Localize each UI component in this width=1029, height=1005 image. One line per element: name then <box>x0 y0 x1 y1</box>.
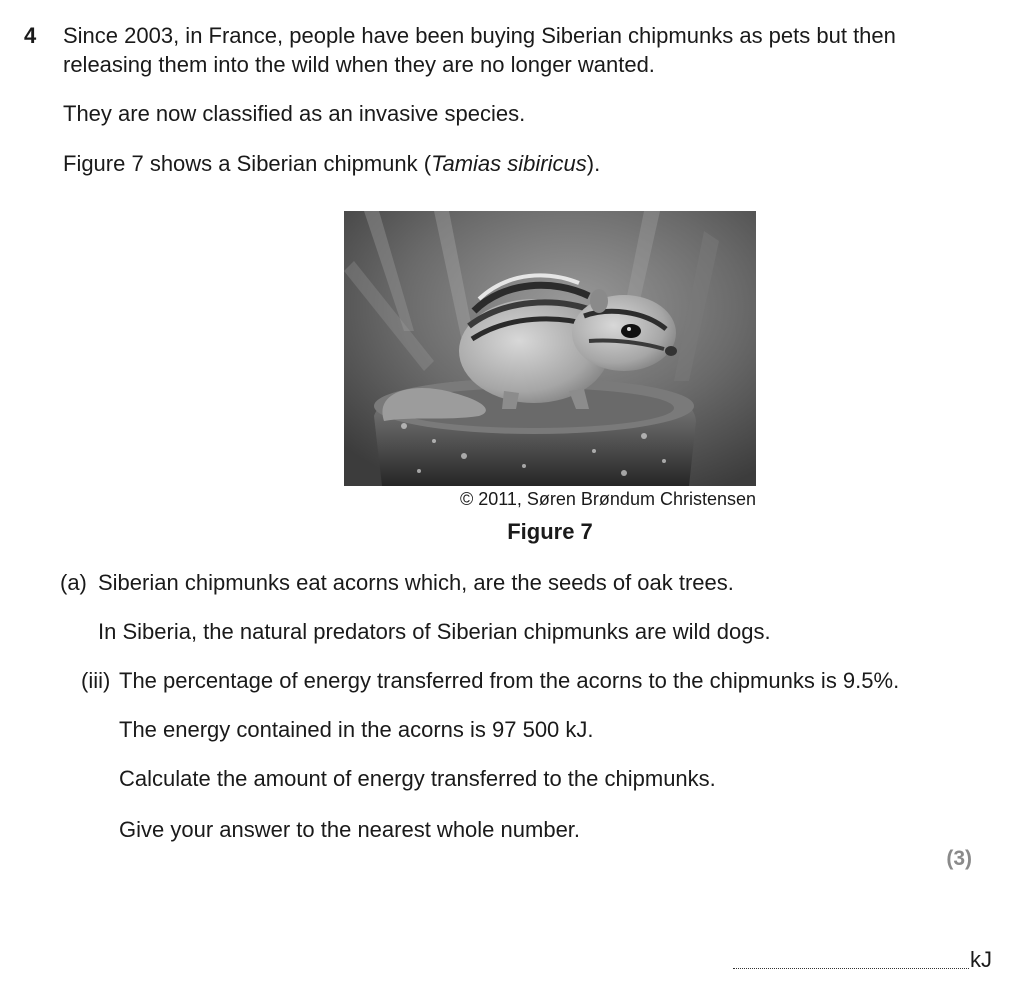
figure-reference <box>63 149 600 178</box>
part-iii-text: The percentage of energy transferred from the acorns to the chipmunks is 9.5%. <box>119 668 900 693</box>
intro-line-2: releasing them into the wild when they are no longer wanted. <box>63 52 655 77</box>
answer-line[interactable] <box>733 950 969 969</box>
figure-title: Figure 7 <box>507 519 593 544</box>
figure-reference-before: Figure 7 shows a Siberian chipmunk ( <box>63 151 432 176</box>
photo-copyright: © 2011, Søren Brøndum Christensen <box>459 489 756 509</box>
chipmunk-photo <box>344 211 756 486</box>
figure-reference-after: ). <box>586 151 601 176</box>
part-iii-label: (iii) <box>81 668 111 693</box>
part-iii-calculate: Calculate the amount of energy transferred to the chipmunks. <box>119 766 716 791</box>
part-a-predators: In Siberia, the natural predators of Siberian chipmunks are wild dogs. <box>98 619 771 644</box>
part-a-label: (a) <box>60 570 87 595</box>
marks-indicator: (3) <box>946 847 972 870</box>
part-iii-instruction: Give your answer to the nearest whole number. <box>119 817 581 842</box>
species-name: Tamias sibiricus <box>431 151 587 176</box>
part-a-text: Siberian chipmunks eat acorns which, are the seeds of oak trees. <box>98 570 734 595</box>
intro-line-1: Since 2003, in France, people have been buying Siberian chipmunks as pets but then <box>63 23 896 48</box>
answer-unit: kJ <box>970 947 992 972</box>
invasive-statement: They are now classified as an invasive species. <box>63 101 526 126</box>
part-iii-energy: The energy contained in the acorns is 97 500 kJ. <box>119 717 594 742</box>
question-number: 4 <box>24 23 37 48</box>
